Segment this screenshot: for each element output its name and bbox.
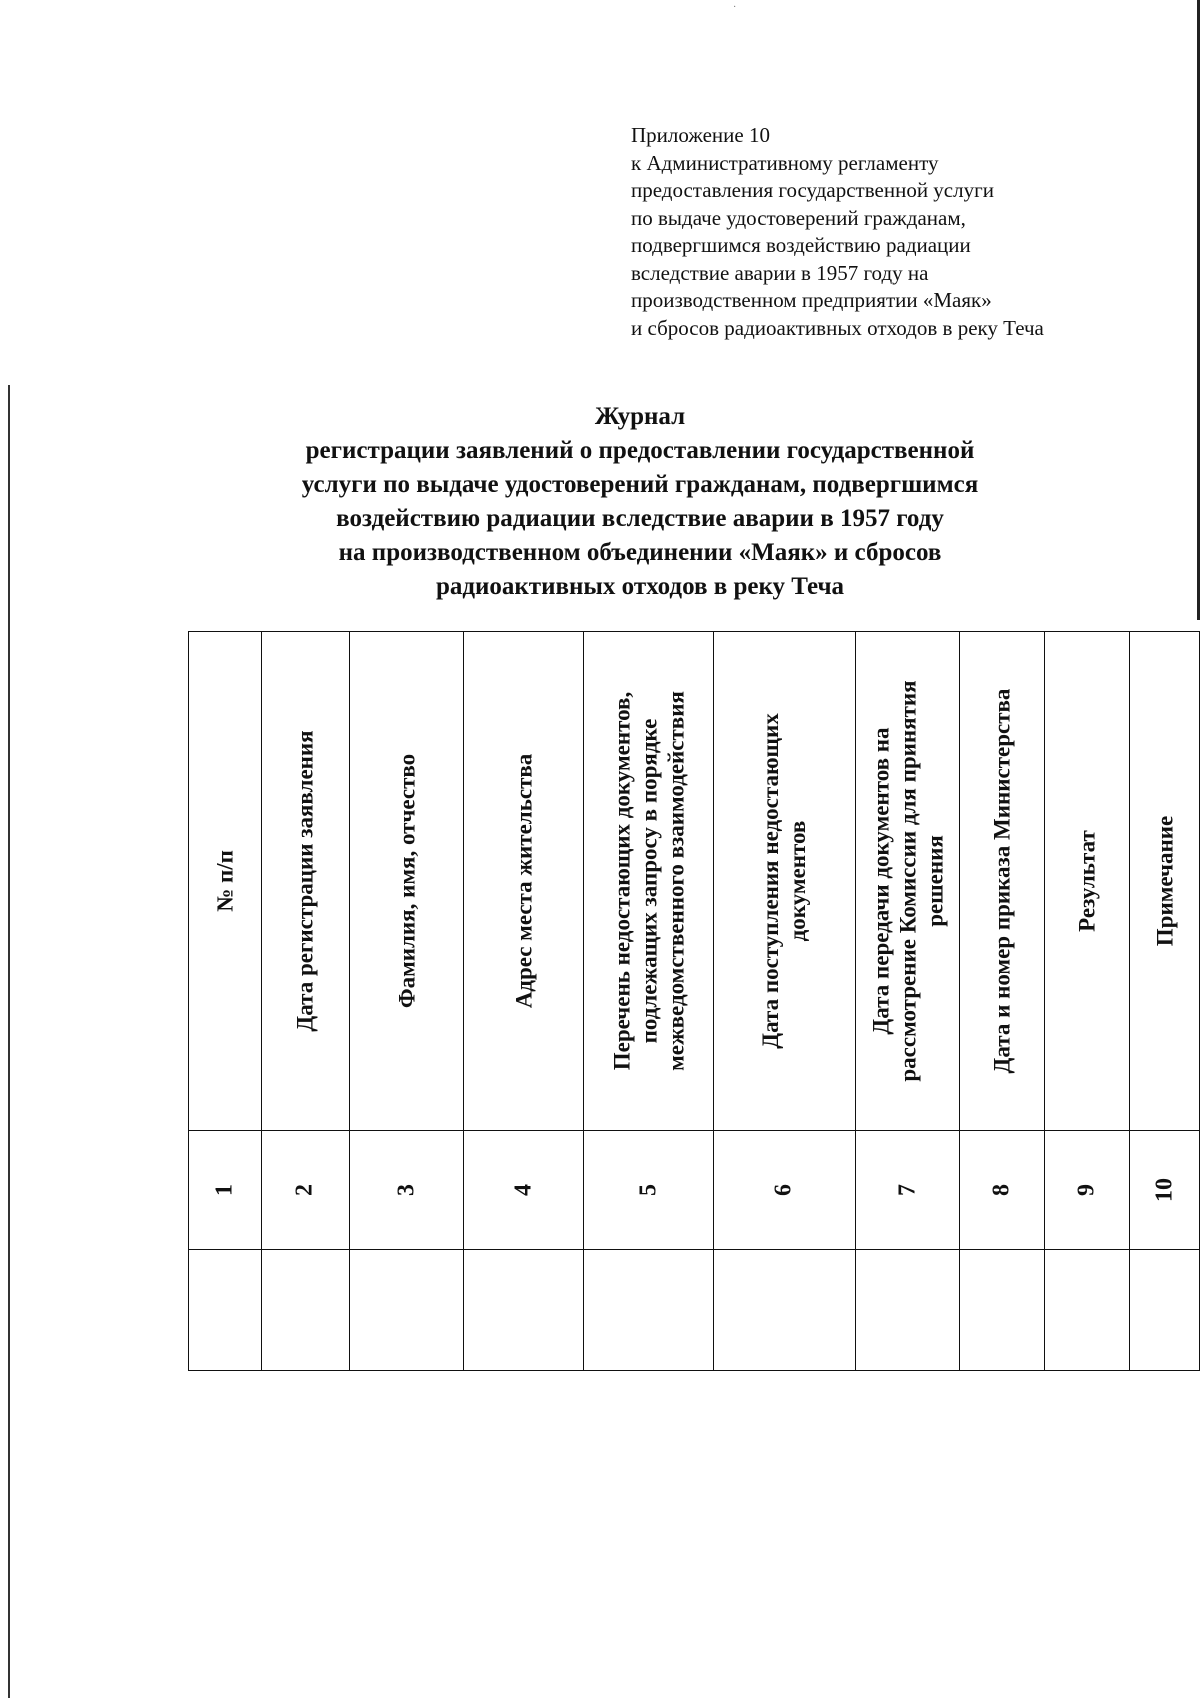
header-cell [584, 632, 714, 1131]
column-number: 2 [291, 1184, 318, 1196]
appendix-line: предоставления государственной услуги [631, 178, 994, 202]
scan-dot: · [733, 2, 737, 13]
header-text: Результат [1074, 830, 1100, 932]
column-number: 3 [393, 1184, 420, 1196]
header-cell [189, 632, 262, 1131]
number-cell [261, 1131, 349, 1250]
appendix-line: к Административному регламенту [631, 150, 939, 175]
title-line: воздействию радиации вследствие аварии в 1957 году [336, 505, 944, 532]
column-number: 5 [635, 1184, 662, 1196]
appendix-line: вследствие аварии в 1957 году на [631, 260, 929, 285]
journal-title [220, 400, 1060, 604]
appendix-block [631, 122, 1044, 342]
registration-table [188, 631, 1200, 1371]
number-cell [960, 1131, 1045, 1250]
empty-cell[interactable] [261, 1250, 349, 1371]
header-text: Дата регистрации заявления [292, 730, 318, 1032]
header-cell [1130, 632, 1200, 1131]
header-cell [713, 632, 855, 1131]
title-line: услуги по выдаче удостоверений гражданам, подвергшимся [301, 471, 979, 498]
column-number: 6 [770, 1184, 797, 1196]
column-number: 8 [988, 1184, 1015, 1196]
empty-cell[interactable] [1130, 1250, 1200, 1371]
header-text: решения [922, 835, 948, 927]
appendix-line: производственном предприятии «Маяк» [631, 288, 992, 312]
appendix-line: Приложение 10 [631, 123, 770, 147]
number-cell [189, 1131, 262, 1250]
header-cell [349, 632, 464, 1131]
empty-cell[interactable] [349, 1250, 464, 1371]
empty-entry-row [189, 1250, 1200, 1371]
header-row [189, 632, 1200, 1131]
empty-cell[interactable] [1045, 1250, 1130, 1371]
empty-cell[interactable] [464, 1250, 584, 1371]
empty-cell[interactable] [189, 1250, 262, 1371]
appendix-line: и сбросов радиоактивных отходов в реку Теча [631, 315, 1044, 340]
header-text: Дата передачи документов на [868, 727, 894, 1035]
title-line: на производственном объединении «Маяк» и сбросов [338, 539, 942, 566]
title-line: регистрации заявлений о предоставлении государственной [305, 437, 975, 464]
header-text: подлежащих запросу в порядке [636, 718, 662, 1044]
empty-cell[interactable] [960, 1250, 1045, 1371]
header-text: рассмотрение Комиссии для принятия [895, 680, 921, 1082]
column-number: 9 [1073, 1184, 1100, 1196]
header-cell [855, 632, 960, 1131]
title-line: Журнал [594, 403, 686, 430]
header-text: Фамилия, имя, отчество [394, 753, 420, 1009]
column-number: 1 [211, 1184, 238, 1196]
header-text: межведомственного взаимодействия [663, 691, 689, 1071]
header-cell [464, 632, 584, 1131]
number-cell [1045, 1131, 1130, 1250]
empty-cell[interactable] [855, 1250, 960, 1371]
number-cell [464, 1131, 584, 1250]
column-number-row [189, 1131, 1200, 1250]
header-text: Адрес места жительства [511, 753, 537, 1009]
number-cell [584, 1131, 714, 1250]
number-cell [1130, 1131, 1200, 1250]
scan-edge-left [8, 385, 10, 1698]
header-text: Примечание [1152, 815, 1178, 947]
header-cell [1045, 632, 1130, 1131]
column-number: 10 [1151, 1178, 1178, 1202]
header-cell [261, 632, 349, 1131]
empty-cell[interactable] [584, 1250, 714, 1371]
number-cell [855, 1131, 960, 1250]
number-cell [349, 1131, 464, 1250]
appendix-line: по выдаче удостоверений гражданам, [631, 205, 966, 230]
number-cell [713, 1131, 855, 1250]
header-text: Дата и номер приказа Министерства [989, 688, 1015, 1074]
title-line: радиоактивных отходов в реку Теча [435, 573, 845, 600]
header-text: № п/п [212, 850, 238, 912]
column-number: 7 [894, 1184, 921, 1196]
column-number: 4 [510, 1184, 537, 1196]
header-cell [960, 632, 1045, 1131]
header-text: документов [785, 820, 811, 942]
header-text: Перечень недостающих документов, [609, 691, 635, 1071]
header-text: Дата поступления недостающих [758, 713, 784, 1049]
empty-cell[interactable] [713, 1250, 855, 1371]
appendix-line: подвергшимся воздействию радиации [631, 233, 971, 257]
